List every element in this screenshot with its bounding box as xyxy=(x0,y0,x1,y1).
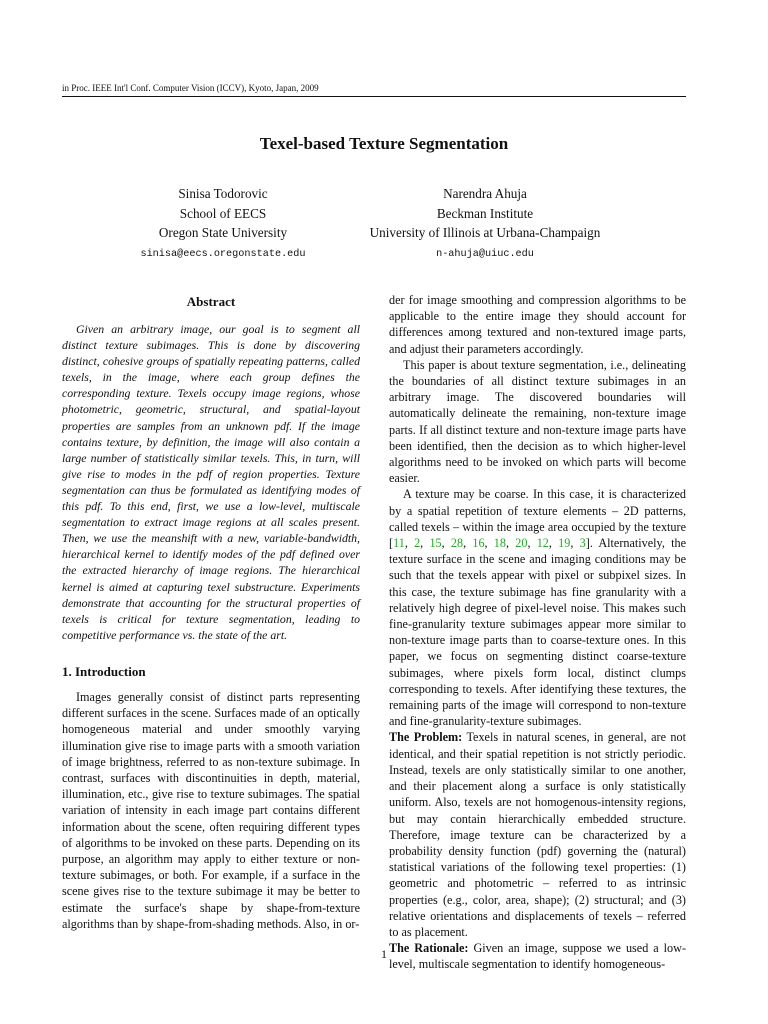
venue-note: in Proc. IEEE Int'l Conf. Computer Vision (ICCV), Kyoto, Japan, 2009 xyxy=(62,83,319,93)
citation-link[interactable]: 28 xyxy=(450,536,464,551)
paper-title: Texel-based Texture Segmentation xyxy=(259,134,509,153)
page-number: 1 xyxy=(381,947,387,961)
citation-link[interactable]: 2 xyxy=(414,536,421,551)
paragraph: Images generally consist of distinct parts representing different surfaces in the scene. Surfaces made of an optically homogeneous material and under smoothly varying illumination give rise to image parts with a smooth variation of image brightness, referred to as non-texture subimage. In contrast, surfaces with discontinuities in depth, material, illumination, etc., give rise to texture subimages. The spatial variation of intensity in each image part contains different information about the scene, often requiring different types of algorithms to be invoked on these parts. Depending on its purpose, an algorithm may apply to either texture or non-texture subimages, or both. For example, if a surface in the scene gives rise to the texture subimage it may be better to estimate the surface's shape by shape-from-texture algorithms than by shape-from-shading methods. Also, in or- xyxy=(62,690,360,931)
citation-link[interactable]: 16 xyxy=(472,536,485,551)
header-rule xyxy=(62,96,686,97)
citation-link[interactable]: 11 xyxy=(393,536,405,551)
paragraph-text: Given an image, suppose we used a low-level, multiscale segmentation to identify homogeneous- xyxy=(389,941,687,972)
citation-link[interactable]: 19 xyxy=(558,536,571,551)
right-column xyxy=(389,292,686,973)
paragraph-text: ]. Alternatively, the texture surface in the scene and imaging conditions may be such that the texels appear with pixel or subpixel sizes. In this case, the texture subimage has fine granularity with a relatively high degree of pixel-level noise. This makes such fine-granularity texture subimages appear more similar to non-texture image parts than to coarse-texture ones. In this paper, we focus on segmenting distinct coarse-texture subimages, where pixels form local, distinct clumps corresponding to texels. After identifying these textures, the remaining parts of the image will correspond to non-texture and fine-granularity-texture subimages. xyxy=(389,536,687,729)
paragraph: der for image smoothing and compression algorithms to be applicable to the entire image they should account for differences among textured and non-textured image parts, and adjust their parameters accordingly. xyxy=(389,293,686,356)
run-in-heading-problem: The Problem: xyxy=(389,730,463,745)
author-block-1 xyxy=(123,184,323,264)
introduction-body xyxy=(62,689,360,932)
section-heading-introduction: 1. Introduction xyxy=(62,664,146,679)
author-affiliation: Oregon State University xyxy=(158,225,288,240)
run-in-heading-rationale: The Rationale: xyxy=(389,941,469,956)
citation-link[interactable]: 20 xyxy=(515,536,528,551)
author-block-2 xyxy=(340,184,630,264)
paragraph-text: A texture may be coarse. In this case, it is characterized by a spatial repetition of texture elements – 2D patterns, called texels – within the image area occupied by the texture [ xyxy=(389,487,686,551)
citation-link[interactable]: 3 xyxy=(579,536,586,551)
abstract-heading: Abstract xyxy=(186,294,236,309)
paragraph xyxy=(389,729,686,940)
author-dept: School of EECS xyxy=(179,205,267,221)
author-name: Narendra Ahuja xyxy=(443,186,527,201)
paragraph: This paper is about texture segmentation, i.e., delineating the boundaries of all distinct texture subimages in an arbitrary image. The discovered boundaries will automatically delineate the remaining, non-texture image parts. If all distinct texture and non-texture image parts have been identified, then the decision as to which higher-level algorithms need to be invoked on which parts will become easier. xyxy=(389,357,686,486)
paragraph-text: Texels in natural scenes, in general, are not identical, and their spatial repetition is not strictly periodic. Instead, texels are only statistically similar to one another, and their placement along a surface is only statistically uniform. Also, texels are not homogenous-intensity regions, but may contain hierarchically embedded structure. Therefore, image texture can be characterized by a probability density function (pdf) governing the (natural) statistical variations of the following texel properties: (1) geometric and photometric – referred to as intrinsic properties (e.g., color, area, shape); (2) structural; and (3) relative orientations and displacements of texels – referred to as placement. xyxy=(389,730,686,939)
author-email[interactable]: n-ahuja@uiuc.edu xyxy=(436,248,534,260)
paragraph: A texture may be coarse. In this case, it is characterized by a spatial repetition of texture elements – 2D patterns, called texels – within the image area occupied by the texture [11, 2, 15, 28, 16, 18, 20, 12, 19, 3]. Alternatively, the texture surface in the scene and imaging conditions may be such that the texels appear with pixel or subpixel sizes. In this case, the texture subimage has fine granularity with a relatively high degree of pixel-level noise. This makes such fine-granularity texture subimages appear more similar to non-texture image parts than to coarse-texture ones. In this paper, we focus on segmenting distinct coarse-texture subimages, where pixels form local, distinct clumps corresponding to texels. After identifying these textures, the remaining parts of the image will correspond to non-texture and fine-granularity-texture subimages. xyxy=(389,487,687,729)
citation-link[interactable]: 12 xyxy=(536,536,549,551)
author-dept: Beckman Institute xyxy=(436,205,534,221)
author-name: Sinisa Todorovic xyxy=(178,186,268,201)
author-email[interactable]: sinisa@eecs.oregonstate.edu xyxy=(140,248,306,260)
abstract-text: Given an arbitrary image, our goal is to segment all distinct texture subimages. This is done by discovering distinct, cohesive groups of spatially repeating patterns, called texels, in the image, where each group defines the corresponding texture. Texels occupy image regions, whose photometric, geometric, structural, and spatial-layout properties are samples from an unknown pdf. If the image contains texture, by definition, the image will also contain a large number of statistically similar texels. This, in turn, will give rise to modes in the pdf of region properties. Texture segmentation can thus be formulated as identifying modes of this pdf. To this end, first, we use a low-level, multiscale segmentation to extract image regions at all scales present. Then, we use the meanshift with a new, variable-bandwidth, hierarchical kernel to identify modes of the pdf defined over the extracted hierarchy of image regions. The hierarchical kernel is aimed at capturing texel substructure. Experiments demonstrate that accounting for the structural properties of texels is critical for texture segmentation, leading to competitive performance vs. the state of the art. xyxy=(62,322,360,642)
citation-link[interactable]: 15 xyxy=(429,536,442,551)
author-affiliation: University of Illinois at Urbana-Champaign xyxy=(369,225,601,240)
citation-link[interactable]: 18 xyxy=(493,536,506,551)
